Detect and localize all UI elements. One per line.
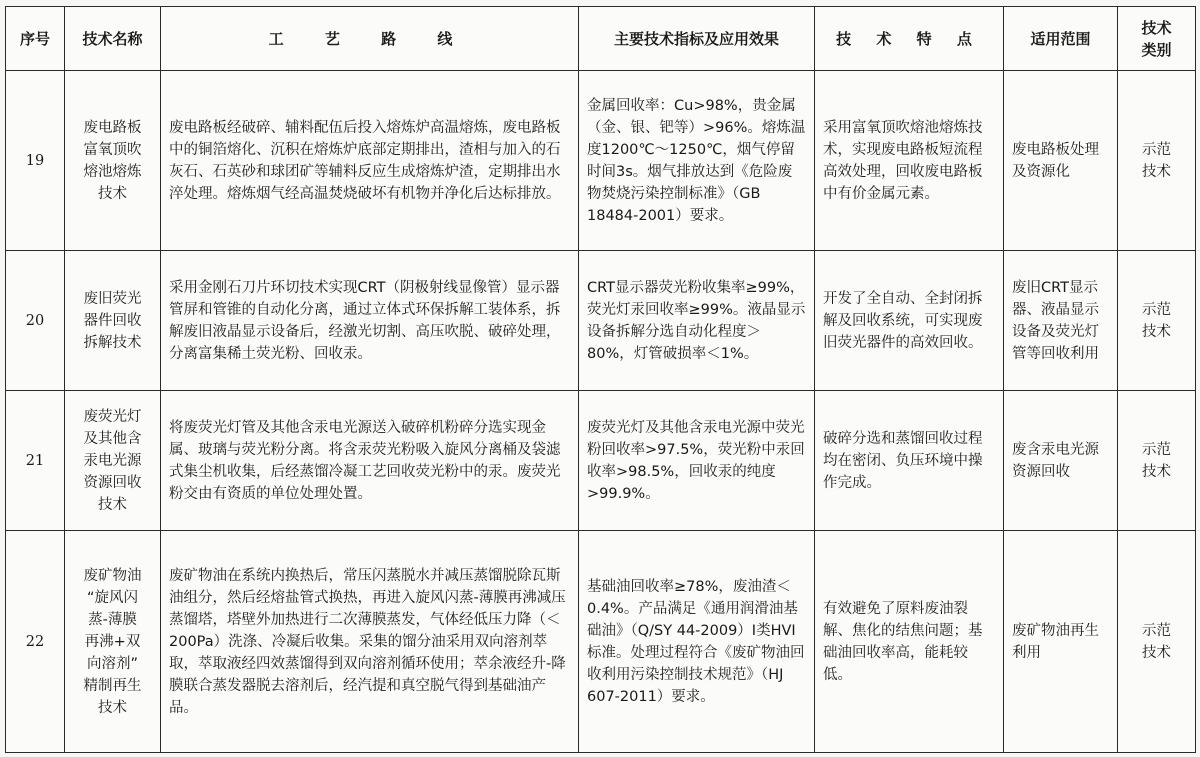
technology-name: 废矿物油 “旋风闪 蒸-薄膜 再沸+双 向溶剂” 精制再生 技术 <box>65 531 161 753</box>
technical-features: 采用富氧顶吹熔池熔炼技术，实现废电路板短流程高效处理，回收废电路板中有价金属元素。 <box>815 71 1004 251</box>
process-route: 采用金刚石刀片环切技术实现CRT（阴极射线显像管）显示器管屏和管锥的自动化分离，通过立体式环保拆解工装体系，拆解废旧液晶显示设备后，经激光切割、高压吹脱、破碎处理，分离富集稀土荧光粉、回收汞。 <box>161 251 579 391</box>
technology-name: 废荧光灯 及其他含 汞电光源 资源回收 技术 <box>65 391 161 531</box>
row-number: 19 <box>6 71 65 251</box>
technology-name: 废旧荧光 器件回收 拆解技术 <box>65 251 161 391</box>
table-row <box>6 391 1196 531</box>
process-route: 废矿物油在系统内换热后，常压闪蒸脱水并减压蒸馏脱除瓦斯油组分，然后经熔盐管式换热，再进入旋风闪蒸-薄膜再沸减压蒸馏塔，塔壁外加热进行二次薄膜蒸发，气体经低压力降（＜200Pa）洗涤、冷凝后收集。采集的馏分油采用双向溶剂萃取，萃取液经四效蒸馏得到双向溶剂循环使用；萃余液经升-降膜联合蒸发器脱去溶剂后，经汽提和真空脱气得到基础油产品。 <box>161 531 579 753</box>
application-scope: 废电路板处理及资源化 <box>1004 71 1118 251</box>
process-route: 将废荧光灯管及其他含汞电光源送入破碎机粉碎分选实现金属、玻璃与荧光粉分离。将含汞荧光粉吸入旋风分离桶及袋滤式集尘机收集，后经蒸馏冷凝工艺回收荧光粉中的汞。废荧光粉交由有资质的单位处理处置。 <box>161 391 579 531</box>
application-scope: 废旧CRT显示器、液晶显示设备及荧光灯管等回收利用 <box>1004 251 1118 391</box>
technical-features: 开发了全自动、全封闭拆解及回收系统，可实现废旧荧光器件的高效回收。 <box>815 251 1004 391</box>
header-no: 序号 <box>6 7 65 71</box>
technology-category: 示范 技术 <box>1118 71 1196 251</box>
technology-name: 废电路板 富氧顶吹 熔池熔炼 技术 <box>65 71 161 251</box>
header-indicators: 主要技术指标及应用效果 <box>579 7 815 71</box>
technology-category: 示范 技术 <box>1118 251 1196 391</box>
header-name: 技术名称 <box>65 7 161 71</box>
table-row <box>6 531 1196 753</box>
header-row <box>6 7 1196 71</box>
application-scope: 废矿物油再生利用 <box>1004 531 1118 753</box>
technical-indicators: 金属回收率：Cu>98%，贵金属（金、银、钯等）>96%。熔炼温度1200℃～1250℃，烟气停留时间3s。烟气排放达到《危险废物焚烧污染控制标准》（GB 18484-2001）要求。 <box>579 71 815 251</box>
technical-indicators: 基础油回收率≥78%，废油渣＜0.4%。产品满足《通用润滑油基础油》（Q/SY 44-2009）I类HVI标准。处理过程符合《废矿物油回收利用污染控制技术规范》（HJ 607-2011）要求。 <box>579 531 815 753</box>
technical-indicators: 废荧光灯及其他含汞电光源中荧光粉回收率>97.5%，荧光粉中汞回收率>98.5%，回收汞的纯度>99.9%。 <box>579 391 815 531</box>
technical-features: 有效避免了原料废油裂解、焦化的结焦问题；基础油回收率高，能耗较低。 <box>815 531 1004 753</box>
header-category: 技术 类别 <box>1118 7 1196 71</box>
header-features: 技 术 特 点 <box>815 7 1004 71</box>
row-number: 20 <box>6 251 65 391</box>
row-number: 21 <box>6 391 65 531</box>
technical-features: 破碎分选和蒸馏回收过程均在密闭、负压环境中操作完成。 <box>815 391 1004 531</box>
technical-indicators: CRT显示器荧光粉收集率≥99%，荧光灯汞回收率≥99%。液晶显示设备拆解分选自动化程度＞80%，灯管破损率＜1%。 <box>579 251 815 391</box>
header-process: 工 艺 路 线 <box>161 7 579 71</box>
technology-category: 示范 技术 <box>1118 531 1196 753</box>
header-scope: 适用范围 <box>1004 7 1118 71</box>
row-number: 22 <box>6 531 65 753</box>
technology-table <box>5 6 1196 753</box>
table-row <box>6 71 1196 251</box>
process-route: 废电路板经破碎、辅料配伍后投入熔炼炉高温熔炼，废电路板中的铜箔熔化、沉积在熔炼炉底部定期排出，渣相与加入的石灰石、石英砂和球团矿等辅料反应生成熔炼炉渣，定期排出水淬处理。熔炼烟气经高温焚烧破坏有机物并净化后达标排放。 <box>161 71 579 251</box>
application-scope: 废含汞电光源资源回收 <box>1004 391 1118 531</box>
technology-category: 示范 技术 <box>1118 391 1196 531</box>
table-row <box>6 251 1196 391</box>
